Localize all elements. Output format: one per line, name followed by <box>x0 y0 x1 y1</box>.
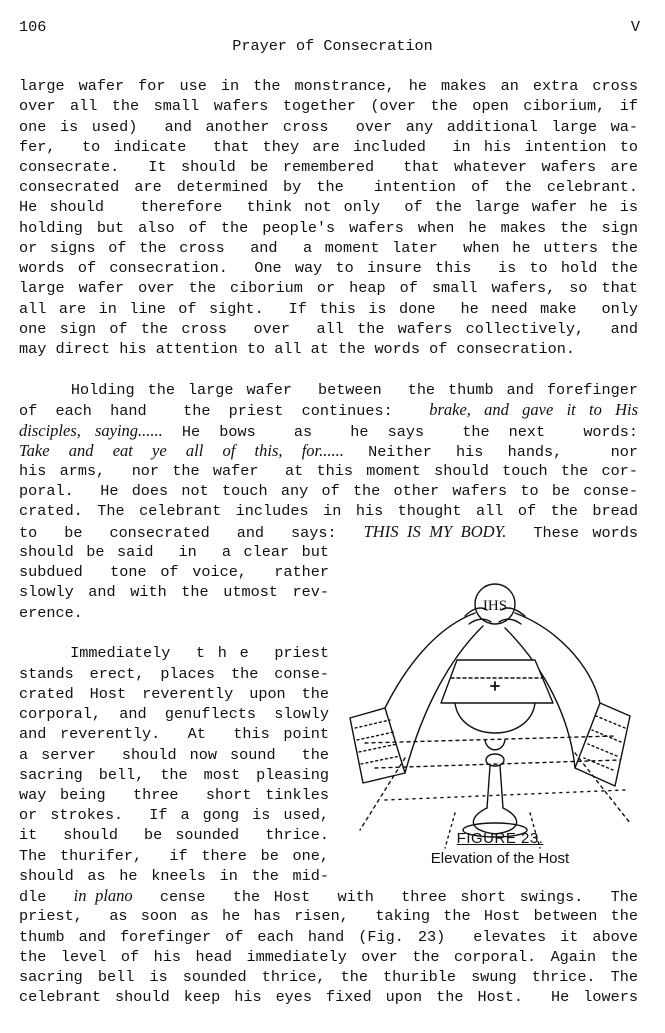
figure-number: FIGURE 23. <box>456 830 544 847</box>
text-line: erence. <box>19 604 83 622</box>
text-line: it should be sounded thrice. <box>19 826 329 844</box>
text-run: He bows as he says the next words: <box>162 423 638 441</box>
text-line: consecrated are determined by the intention of the celebrant. <box>19 178 638 196</box>
text-line: corporal, and genuflects slowly <box>19 705 329 723</box>
text-line: holding but also of the people's wafers when he makes the sign <box>19 219 638 237</box>
text-run: to be consecrated and says: <box>19 524 364 542</box>
text-line: all are in line of sight. If this is done he need make only <box>19 300 638 318</box>
text-line: way being three short tinkles <box>19 786 329 804</box>
text-line: slowly and with the utmost rev- <box>19 583 329 601</box>
figure-caption <box>357 829 643 869</box>
text-line: one is used) and another cross over any additional large wa- <box>19 118 638 136</box>
italic-quote: THIS IS MY BODY. <box>363 522 507 541</box>
text-run: dle <box>19 888 74 906</box>
text-run: Neither his hands, nor <box>343 443 638 461</box>
running-head: Prayer of Consecration <box>232 37 433 55</box>
host-monogram: IHS <box>482 598 508 614</box>
text-line: Holding the large wafer between the thumb and forefinger <box>19 381 638 399</box>
text-line: one sign of the cross over all the wafers collectively, and <box>19 320 638 338</box>
text-line: large wafer over the ciborium or heap of small wafers, so that <box>19 279 638 297</box>
text-line: large wafer for use in the monstrance, he makes an extra cross <box>19 77 638 95</box>
text-line: The thurifer, if there be one, <box>19 847 329 865</box>
text-line: poral. He does not touch any of the other wafers to be conse- <box>19 482 638 500</box>
elevation-of-host-illustration <box>345 568 635 858</box>
text-line: Immediately t h e priest <box>19 644 329 662</box>
text-line: should be said in a clear but <box>19 543 329 561</box>
chapter-number: V <box>630 18 640 36</box>
text-line: words of consecration. One way to insure this is to hold the <box>19 259 638 277</box>
text-line: priest, as soon as he has risen, taking the Host between the <box>19 907 638 925</box>
text-line <box>19 421 638 441</box>
italic-quote: brake, and gave it to His <box>429 400 639 419</box>
text-line: consecrate. It should be remembered that whatever wafers are <box>19 158 638 176</box>
italic-latin: in plano <box>73 886 133 905</box>
text-run: of each hand the priest continues: <box>19 402 430 420</box>
page-number: 106 <box>19 18 47 36</box>
text-line: subdued tone of voice, rather <box>19 563 329 581</box>
text-line: thumb and forefinger of each hand (Fig. 23) elevates it above <box>19 928 638 946</box>
italic-quote: Take and eat ye all of this, for...... <box>19 441 344 460</box>
text-line: or signs of the cross and a moment later when he utters the <box>19 239 638 257</box>
text-line: over all the small wafers together (over the open ciborium, if <box>19 97 638 115</box>
text-line <box>19 886 638 906</box>
text-line <box>19 400 638 420</box>
text-line: his arms, nor the wafer at this moment should touch the cor- <box>19 462 638 480</box>
text-line: sacring bell is sounded thrice, the thurible swung thrice. The <box>19 968 638 986</box>
text-line: celebrant should keep his eyes fixed upon the Host. He lowers <box>19 988 638 1006</box>
text-line: may direct his attention to all at the words of consecration. <box>19 340 575 358</box>
text-line: or strokes. If a gong is used, <box>19 806 329 824</box>
text-line: the level of his head immediately over the corporal. Again the <box>19 948 638 966</box>
text-line <box>19 522 638 542</box>
text-line: should as he kneels in the mid- <box>19 867 329 885</box>
italic-quote: disciples, saying...... <box>19 421 163 440</box>
text-line: a server should now sound the <box>19 746 329 764</box>
text-line <box>19 441 638 461</box>
text-line: He should therefore think not only of the large wafer he is <box>19 198 638 216</box>
text-line: fer, to indicate that they are included in his intention to <box>19 138 638 156</box>
figure-title: Elevation of the Host <box>430 850 570 867</box>
text-line: and reverently. At this point <box>19 725 329 743</box>
text-line: sacring bell, the most pleasing <box>19 766 329 784</box>
text-line: crated. The celebrant includes in his thought all of the bread <box>19 502 638 520</box>
text-run: cense the Host with three short swings. The <box>132 888 638 906</box>
text-run: These words <box>506 524 638 542</box>
text-line: stands erect, places the conse- <box>19 665 329 683</box>
text-line: crated Host reverently upon the <box>19 685 329 703</box>
